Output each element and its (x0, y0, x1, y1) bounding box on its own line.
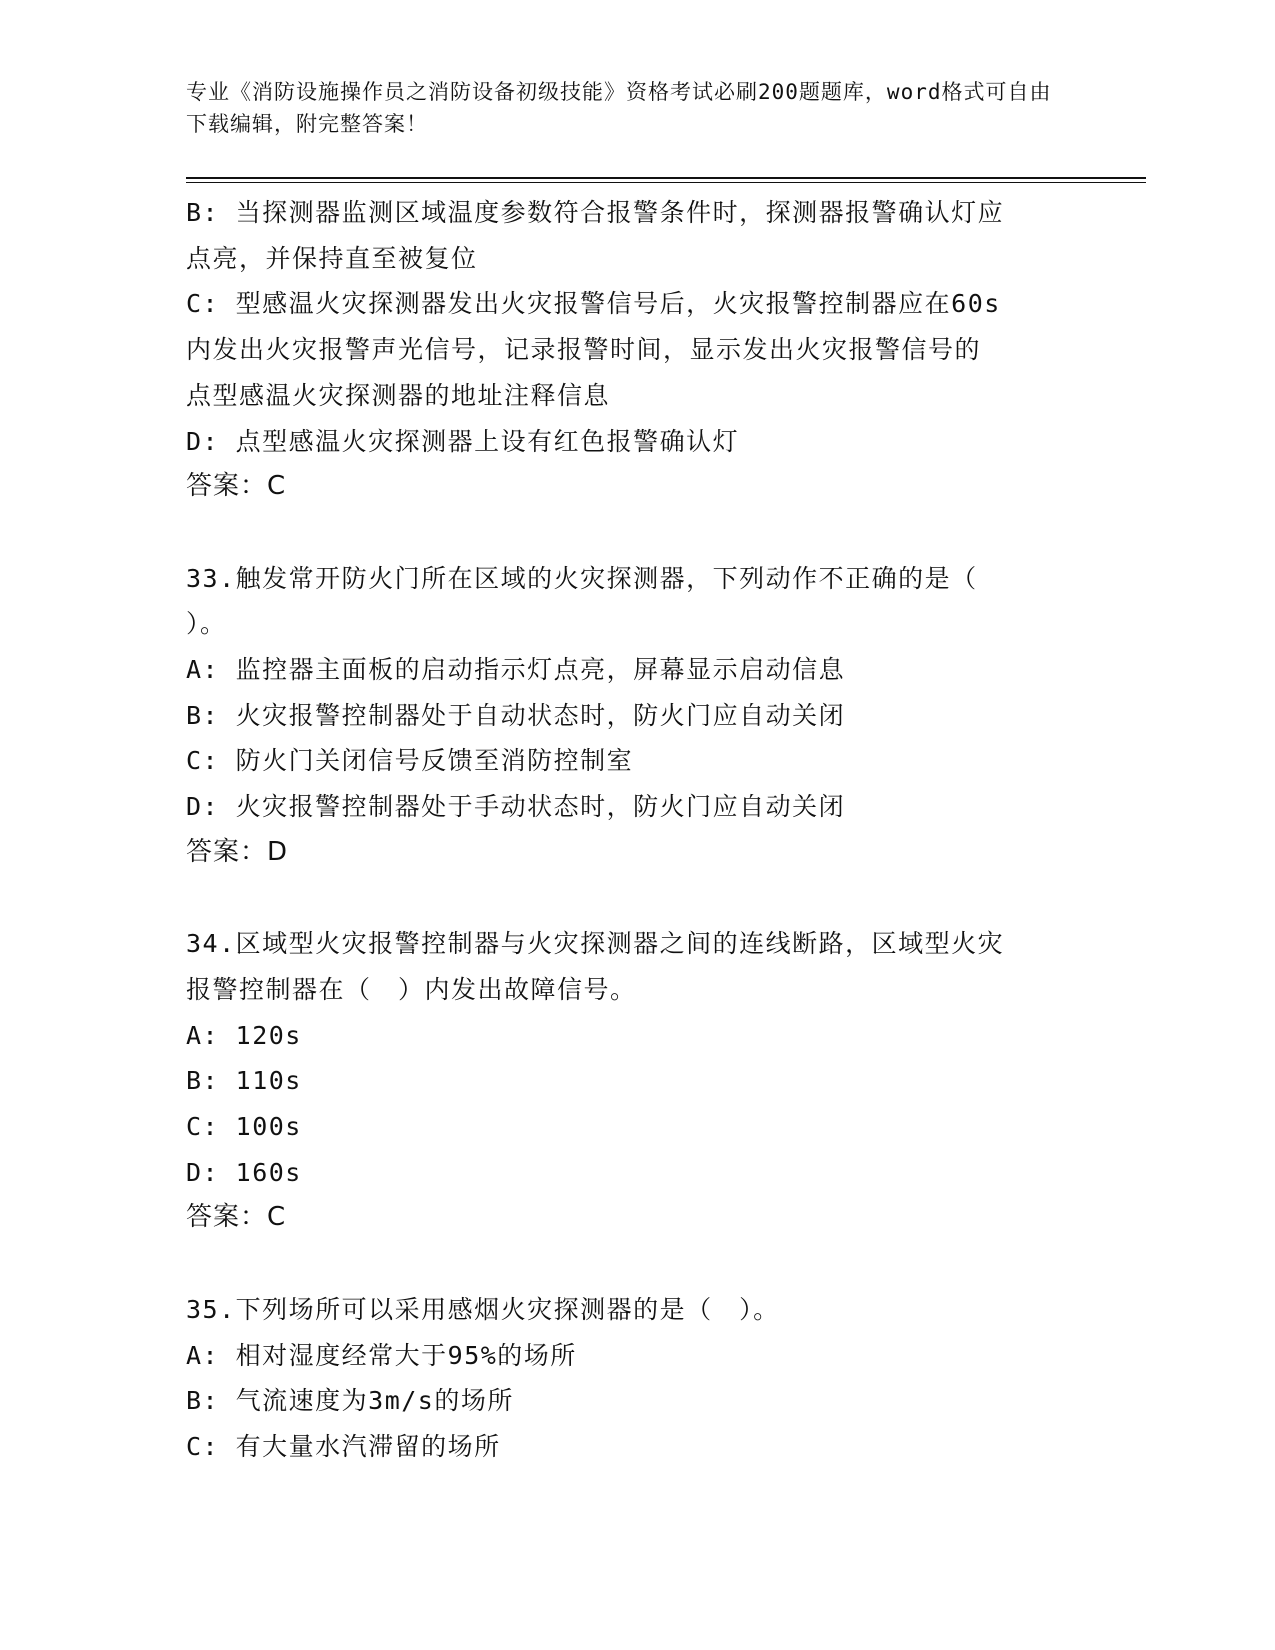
q33-stem-line-2: ）。 (186, 609, 227, 639)
q32-answer: 答案：C (186, 471, 287, 502)
q32-option-c-line-2: 内发出火灾报警声光信号，记录报警时间，显示发出火灾报警信号的 (186, 335, 982, 365)
header-rule-thick (186, 177, 1146, 179)
q32-option-c-line-3: 点型感温火灾探测器的地址注释信息 (186, 380, 611, 410)
q33-option-c: C: 防火门关闭信号反馈至消防控制室 (186, 746, 634, 776)
q35-option-a: A: 相对湿度经常大于95%的场所 (186, 1340, 577, 1370)
q35-option-c: C: 有大量水汽滞留的场所 (186, 1431, 501, 1461)
header-text: 专业《消防设施操作员之消防设备初级技能》资格考试必刷200题题库，word格式可自由下载编辑，附完整答案！ (186, 80, 1052, 136)
q35-stem: 35.下列场所可以采用感烟火灾探测器的是（ ）。 (186, 1294, 780, 1324)
q35-option-b: B: 气流速度为3m/s的场所 (186, 1386, 514, 1416)
q34-option-c: C: 100s (186, 1112, 302, 1142)
q34-stem-line-2: 报警控制器在（ ）内发出故障信号。 (186, 974, 637, 1004)
q33-option-b: B: 火灾报警控制器处于自动状态时，防火门应自动关闭 (186, 700, 846, 730)
q32-option-b-line-1: B: 当探测器监测区域温度参数符合报警条件时，探测器报警确认灯应 (186, 198, 1005, 227)
q33-stem-line-1: 33.触发常开防火门所在区域的火灾探测器，下列动作不正确的是（ (186, 563, 978, 593)
spacer (186, 510, 1086, 556)
spacer (186, 876, 1086, 922)
q33-answer: 答案：D (186, 836, 289, 867)
q34-option-a: A: 120s (186, 1020, 302, 1050)
q32-option-c-line-1: C: 型感温火灾探测器发出火灾报警信号后，火灾报警控制器应在60s (186, 289, 1001, 319)
q34-option-b: B: 110s (186, 1066, 302, 1096)
q33-option-d: D: 火灾报警控制器处于手动状态时，防火门应自动关闭 (186, 792, 846, 822)
spacer (186, 1241, 1086, 1287)
q34-answer: 答案：C (186, 1202, 287, 1233)
q34-option-d: D: 160s (186, 1157, 302, 1187)
page-header (186, 76, 1066, 140)
q34-stem-line-1: 34.区域型火灾报警控制器与火灾探测器之间的连线断路，区域型火灾 (186, 929, 1005, 959)
question-content (186, 190, 1086, 1470)
q33-option-a: A: 监控器主面板的启动指示灯点亮，屏幕显示启动信息 (186, 655, 846, 685)
header-rule-thin (186, 182, 1146, 183)
q32-option-b-line-2: 点亮，并保持直至被复位 (186, 243, 478, 273)
q32-option-d: D: 点型感温火灾探测器上设有红色报警确认灯 (186, 426, 740, 456)
